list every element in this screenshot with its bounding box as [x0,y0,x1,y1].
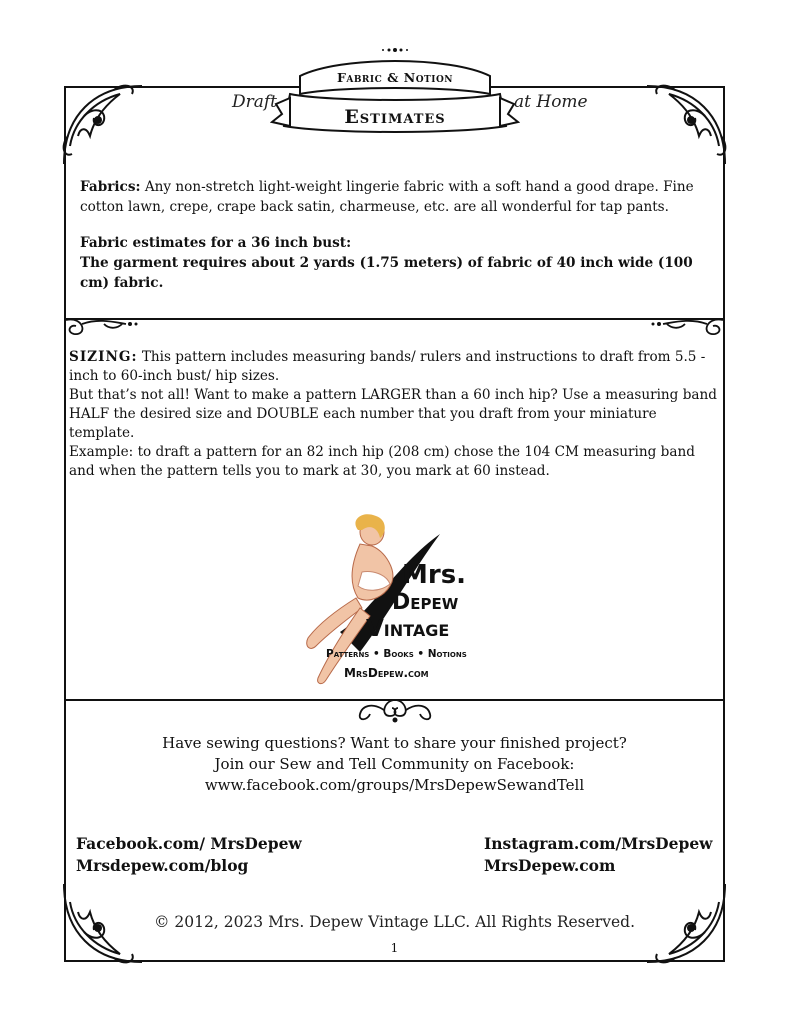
logo-tagline: Patterns • Books • Notions [326,648,467,660]
sizing-section [69,348,721,481]
fabrics-text: Any non-stretch light-weight lingerie fabric with a soft hand a good drape. Fine cotton lawn, crepe, crape back satin, charmeuse, etc. are all wonderful for tap pants. [80,179,694,215]
estimate-heading: Fabric estimates for a 36 inch bust: [80,235,352,251]
fabrics-label: Fabrics: [80,179,141,195]
section-divider-1 [64,318,725,320]
ribbon-top-text: Fabric & Notion [336,70,454,85]
corner-flourish-top-left [54,76,146,168]
divider-flourish-right [645,312,725,342]
page-number: 1 [390,941,399,955]
facebook-group-link[interactable]: www.facebook.com/groups/MrsDepewSewandTell [204,776,585,794]
sizing-text-2: But that’s not all! Want to make a pattern LARGER than a 60 inch hip? Use a measuring band HALF the desired size and DOUBLE each number that you draft from your miniature template. [69,387,717,441]
links-left [76,833,302,877]
logo-line-depew: Depew [392,590,459,615]
sizing-paragraph-1 [69,348,721,386]
website-link[interactable]: MrsDepew.com [484,856,616,875]
logo-url: MrsDepew.com [344,666,429,680]
fabrics-paragraph [80,177,712,217]
instagram-link[interactable]: Instagram.com/MrsDepew [484,834,713,853]
divider-flourish-left [64,312,144,342]
help-line-2: Join our Sew and Tell Community on Facebook: [214,755,575,773]
corner-flourish-top-right [643,76,735,168]
fabrics-section [80,177,712,293]
mrs-depew-vintage-logo [300,512,500,690]
sizing-label: SIZING: [69,349,138,365]
sizing-text-3: Example: to draft a pattern for an 82 inch hip (208 cm) chose the 104 CM measuring band and when the pattern tells you to mark at 30, you mark at 60 instead. [69,444,695,479]
help-line-1: Have sewing questions? Want to share your finished project? [162,734,627,752]
links-right [484,833,713,877]
community-help [64,733,725,796]
divider-flourish-center [354,696,436,726]
script-text-at-home: at Home [514,92,588,112]
blog-link[interactable]: Mrsdepew.com/blog [76,856,249,875]
estimate-text: The garment requires about 2 yards (1.75 meters) of fabric of 40 inch wide (100 cm) fabric. [80,255,693,291]
logo-line-vintage: Vintage [366,616,450,642]
ribbon-title: Estimates [344,106,446,128]
copyright-notice: © 2012, 2023 Mrs. Depew Vintage LLC. All Rights Reserved. [153,913,635,931]
sizing-text-1: This pattern includes measuring bands/ rulers and instructions to draft from 5.5 -inch to 60-inch bust/ hip sizes. [69,349,706,384]
script-text-draft: Draft [232,92,278,112]
facebook-link[interactable]: Facebook.com/ MrsDepew [76,834,302,853]
logo-line-mrs: Mrs. [402,560,467,590]
